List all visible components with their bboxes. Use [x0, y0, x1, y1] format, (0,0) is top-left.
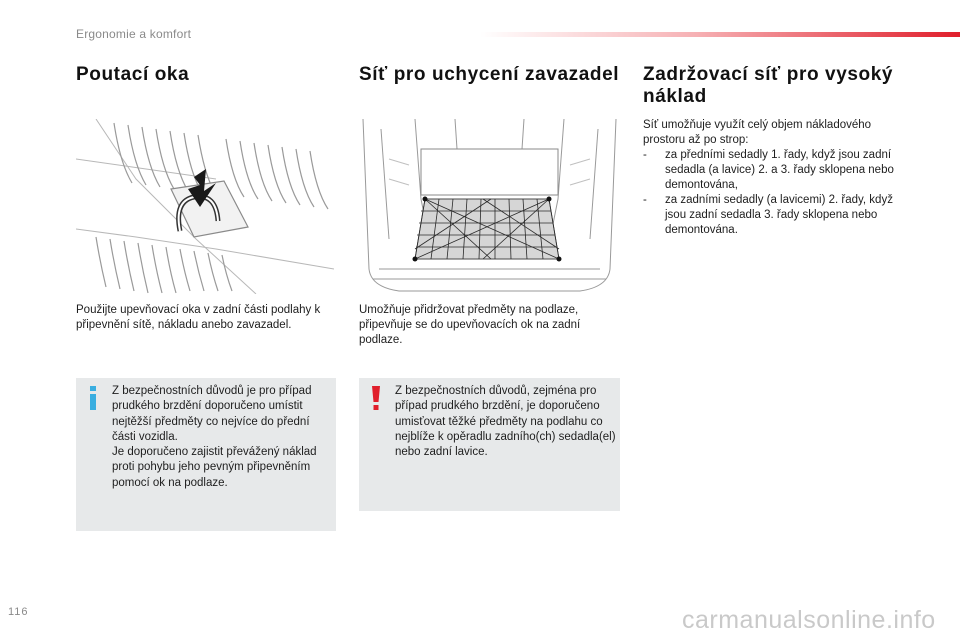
tie-down-ring-drawing — [76, 119, 334, 294]
bullet-text: za předními sedadly 1. řady, když jsou zadní sedadla (a lavice) 2. a 3. řady sklopena nebo demontována, — [665, 149, 894, 191]
luggage-net-description: Umožňuje přidržovat předměty na podlaze, připevňuje se do upevňovacích ok na zadní podlaze. — [359, 304, 581, 346]
watermark: carmanualsonline.info — [682, 606, 936, 634]
luggage-net-illustration — [359, 119, 620, 294]
info-note-box — [76, 378, 336, 531]
high-load-net-description — [643, 118, 898, 238]
section-header: Ergonomie a komfort — [76, 27, 192, 41]
heading-zadrzovaci-sit: Zadržovací síť pro vysoký náklad — [643, 64, 894, 107]
warning-note-box — [359, 378, 620, 511]
page-number: 116 — [8, 606, 29, 618]
heading-poutaci-oka: Poutací oka — [76, 64, 190, 85]
luggage-net-drawing — [359, 119, 620, 294]
bullet-dash: - — [643, 194, 647, 206]
tie-down-ring-illustration — [76, 119, 334, 294]
info-icon — [86, 385, 100, 416]
tie-down-description: Použijte upevňovací oka v zadní části podlahy k připevnění sítě, nákladu anebo zavazadel. — [76, 304, 321, 331]
warning-icon — [369, 385, 383, 416]
header-accent-bar — [480, 32, 960, 37]
high-load-net-intro: Síť umožňuje využít celý objem nákladového prostoru až po strop: — [643, 119, 872, 146]
bullet-dash: - — [643, 149, 647, 161]
info-note-text: Z bezpečnostních důvodů je pro případ prudkého brzdění doporučeno umístit nejtěžší předměty co nejvíce do přední části vozidla. Je doporučeno zajistit převážený náklad proti pohybu jeho pevným připevněním pomocí ok na podlaze. — [112, 385, 317, 489]
heading-sit-pro-uchyceni: Síť pro uchycení zavazadel — [359, 64, 620, 85]
list-item — [643, 148, 898, 193]
bullet-text: za zadními sedadly (a lavicemi) 2. řady, když jsou zadní sedadla 3. řady sklopena nebo demontována. — [665, 194, 893, 236]
warning-note-text: Z bezpečnostních důvodů, zejména pro případ prudkého brzdění, je doporučeno umisťovat těžké předměty na podlahu co nejblíže k opěradlu zadního(ch) sedadla(el) nebo zadní lavice. — [395, 385, 616, 459]
list-item — [643, 193, 898, 238]
